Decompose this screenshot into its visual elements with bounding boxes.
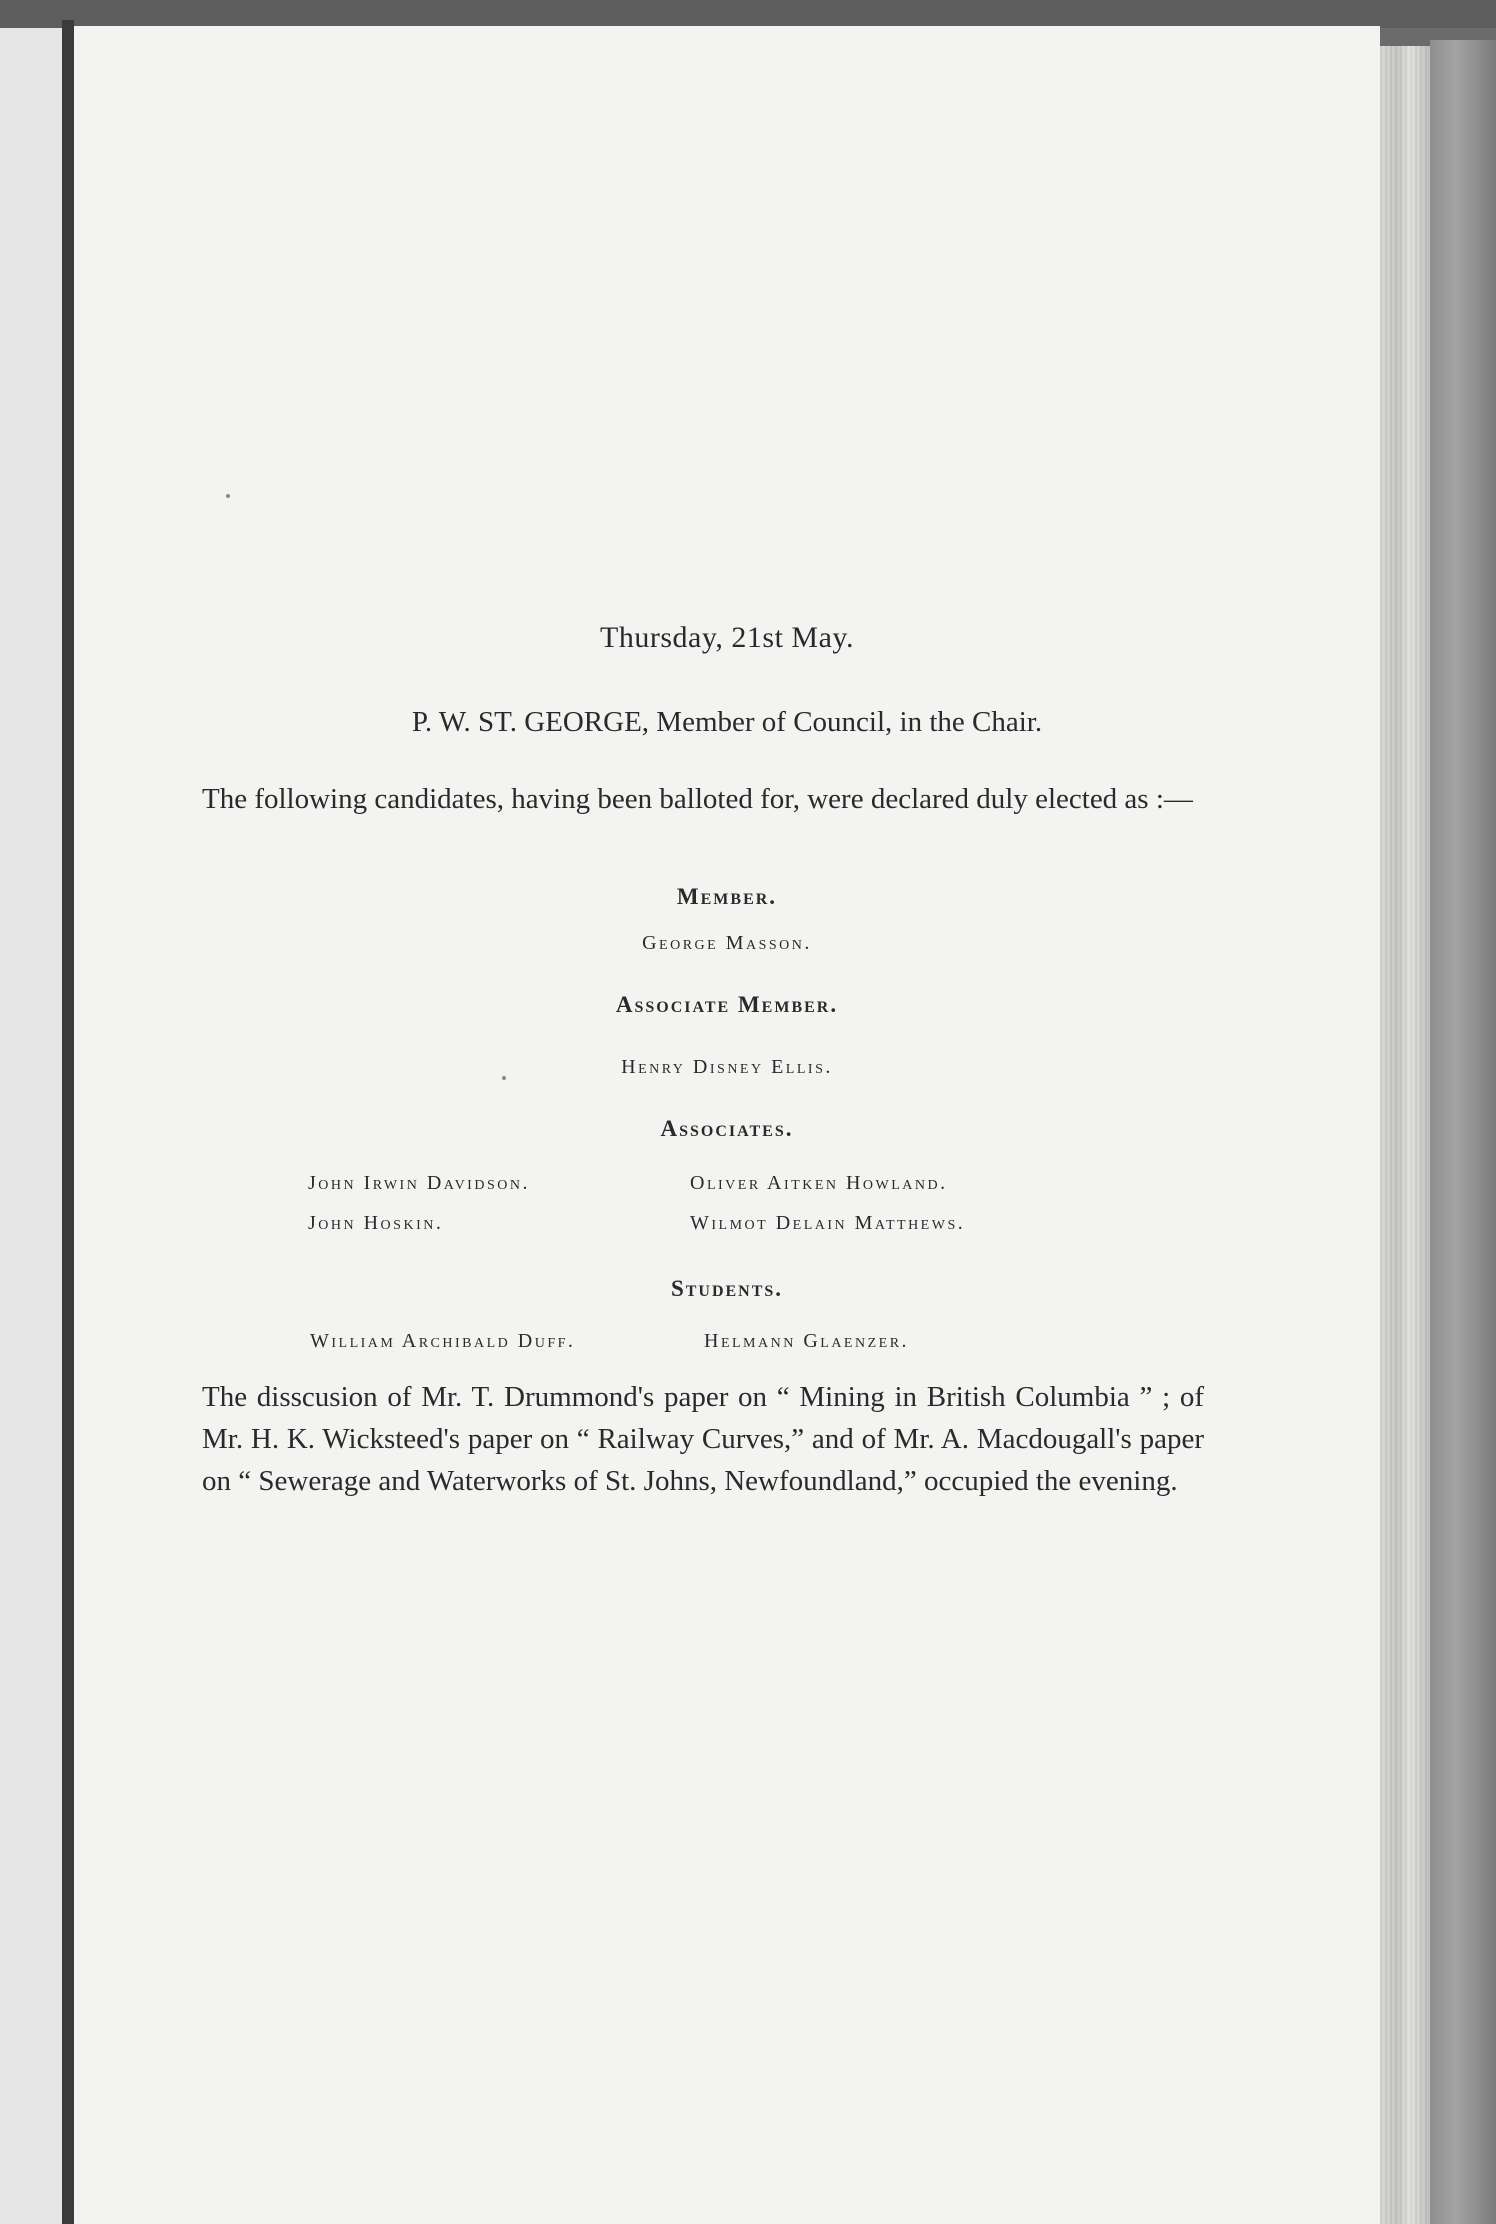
associate-name: John Irwin Davidson. [308,1172,530,1194]
associate-member-name: Henry Disney Ellis. [621,1056,833,1078]
associates-heading: Associates. [660,1116,794,1141]
students-heading: Students. [670,1276,784,1301]
closing-paragraph: The disscusion of Mr. T. Drummond's paper on “ Mining in British Columbia ” ; of Mr. H. K. Wicksteed's paper on “ Railway Curves,” and of Mr. A. Macdougall's paper on “ Sewerage and Waterworks of St. Johns, Newfoundland,” occupied the evening. [202,1381,1204,1497]
member-heading: Member. [676,884,778,909]
page-edges [1380,46,1430,2224]
book-page [74,26,1380,2224]
left-page-margin [0,28,62,2224]
page-text [74,26,1380,2224]
associate-name: Wilmot Delain Matthews. [690,1212,966,1234]
associate-name: Oliver Aitken Howland. [690,1172,948,1194]
associate-name: John Hoskin. [308,1212,444,1234]
book-gutter [62,20,74,2224]
book-cover-edge [1430,40,1496,2224]
student-name: Helmann Glaenzer. [704,1330,910,1352]
student-name: William Archibald Duff. [310,1330,576,1352]
meeting-date: Thursday, 21st May. [600,621,854,654]
member-name: George Masson. [642,932,812,954]
intro-paragraph: The following candidates, having been balloted for, were declared duly elected as :— [202,783,1193,815]
associate-member-heading: Associate Member. [615,992,839,1017]
chair-line: P. W. ST. GEORGE, Member of Council, in the Chair. [411,706,1043,738]
scanner-background [0,0,1496,28]
